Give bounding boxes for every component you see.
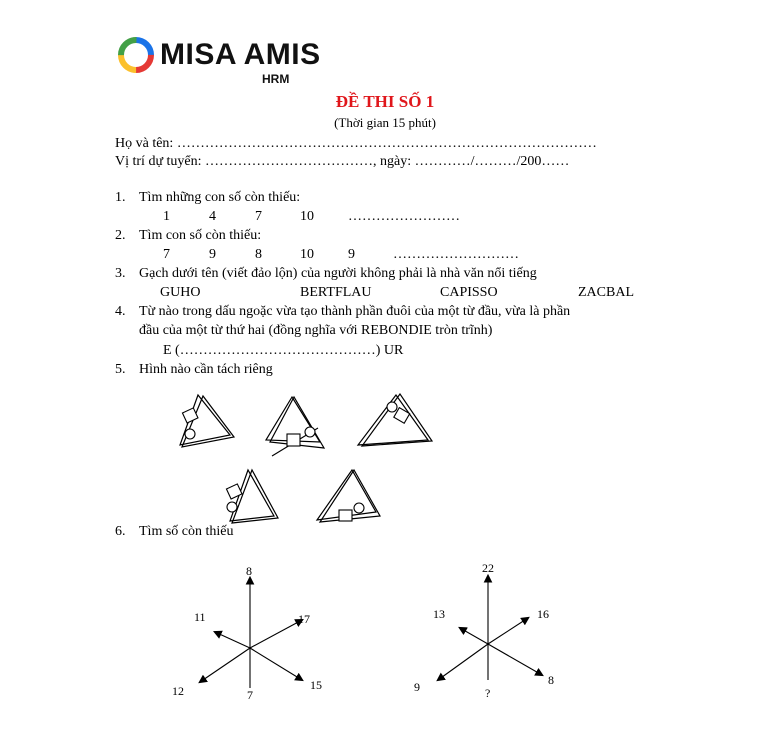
- brand-name: MISA AMIS: [160, 38, 321, 71]
- seq-item: 9: [348, 247, 355, 262]
- misa-logo-icon: [118, 37, 154, 73]
- question-4: [115, 304, 570, 320]
- scrambled-name[interactable]: BERTFLAU: [300, 285, 372, 300]
- question-number: 5.: [115, 362, 126, 377]
- question-number: 1.: [115, 190, 126, 205]
- question-text: Tìm số còn thiếu: [139, 524, 234, 539]
- star2-lower-right: 8: [548, 673, 554, 687]
- answer-blank[interactable]: ……………………: [348, 209, 460, 224]
- exam-subtitle: (Thời gian 15 phút): [334, 115, 436, 130]
- star2-bottom-missing[interactable]: ?: [485, 686, 491, 700]
- question-number: 3.: [115, 266, 126, 281]
- question-4-line2: đầu của một từ thứ hai (đồng nghĩa với REBONDIE tròn trĩnh): [139, 323, 493, 338]
- triangle-figure-3[interactable]: [356, 390, 436, 450]
- star2-upper-right: 16: [537, 607, 549, 621]
- triangle-figure-5[interactable]: [312, 466, 382, 526]
- seq-item: 10: [300, 209, 314, 224]
- question-3: [115, 266, 537, 282]
- star1-top: 8: [246, 564, 252, 578]
- scrambled-name[interactable]: CAPISSO: [440, 285, 498, 300]
- name-field-line[interactable]: Họ và tên: ………………………………………………………………………………: [115, 136, 597, 151]
- triangle-figure-1[interactable]: [170, 390, 240, 450]
- scrambled-name[interactable]: ZACBAL: [578, 285, 634, 300]
- seq-item: 7: [255, 209, 262, 224]
- question-2: [115, 228, 261, 244]
- seq-item: 4: [209, 209, 216, 224]
- brand-sub: HRM: [262, 72, 290, 86]
- question-number: 2.: [115, 228, 126, 243]
- question-5: [115, 362, 273, 378]
- seq-item: 10: [300, 247, 314, 262]
- q4-answer-blank[interactable]: E (……………………………………) UR: [163, 343, 404, 358]
- exam-title: ĐỀ THI SỐ 1: [335, 92, 435, 111]
- star1-lower-right: 15: [310, 678, 322, 692]
- triangle-figure-4[interactable]: [218, 466, 288, 526]
- question-1: [115, 190, 300, 206]
- star2-upper-left: 13: [433, 607, 445, 621]
- star2-top: 22: [482, 561, 494, 575]
- question-text: Từ nào trong dấu ngoặc vừa tạo thành phần đuôi của một từ đầu, vừa là phần: [139, 304, 571, 319]
- answer-blank[interactable]: ………………………: [393, 247, 519, 262]
- question-text: Tìm những con số còn thiếu:: [139, 190, 301, 205]
- star1-upper-left: 11: [194, 610, 206, 624]
- seq-item: 8: [255, 247, 262, 262]
- question-6: [115, 524, 234, 540]
- star1-upper-right: 17: [298, 612, 310, 626]
- number-star-2: [418, 560, 578, 710]
- question-text: Hình nào cần tách riêng: [139, 362, 273, 377]
- scrambled-name[interactable]: GUHO: [160, 285, 201, 300]
- star1-bottom: 7: [247, 688, 253, 702]
- question-number: 4.: [115, 304, 126, 319]
- star2-lower-left: 9: [414, 680, 420, 694]
- star1-lower-left: 12: [172, 684, 184, 698]
- triangle-figure-2[interactable]: [262, 392, 332, 462]
- question-number: 6.: [115, 524, 126, 539]
- seq-item: 7: [163, 247, 170, 262]
- seq-item: 9: [209, 247, 216, 262]
- question-text: Gạch dưới tên (viết đảo lộn) của người không phải là nhà văn nổi tiếng: [139, 266, 537, 281]
- position-field-line[interactable]: Vị trí dự tuyển: ………………………………, ngày: …………/………/200……: [115, 154, 570, 169]
- seq-item: 1: [163, 209, 170, 224]
- question-text: Tìm con số còn thiếu:: [139, 228, 262, 243]
